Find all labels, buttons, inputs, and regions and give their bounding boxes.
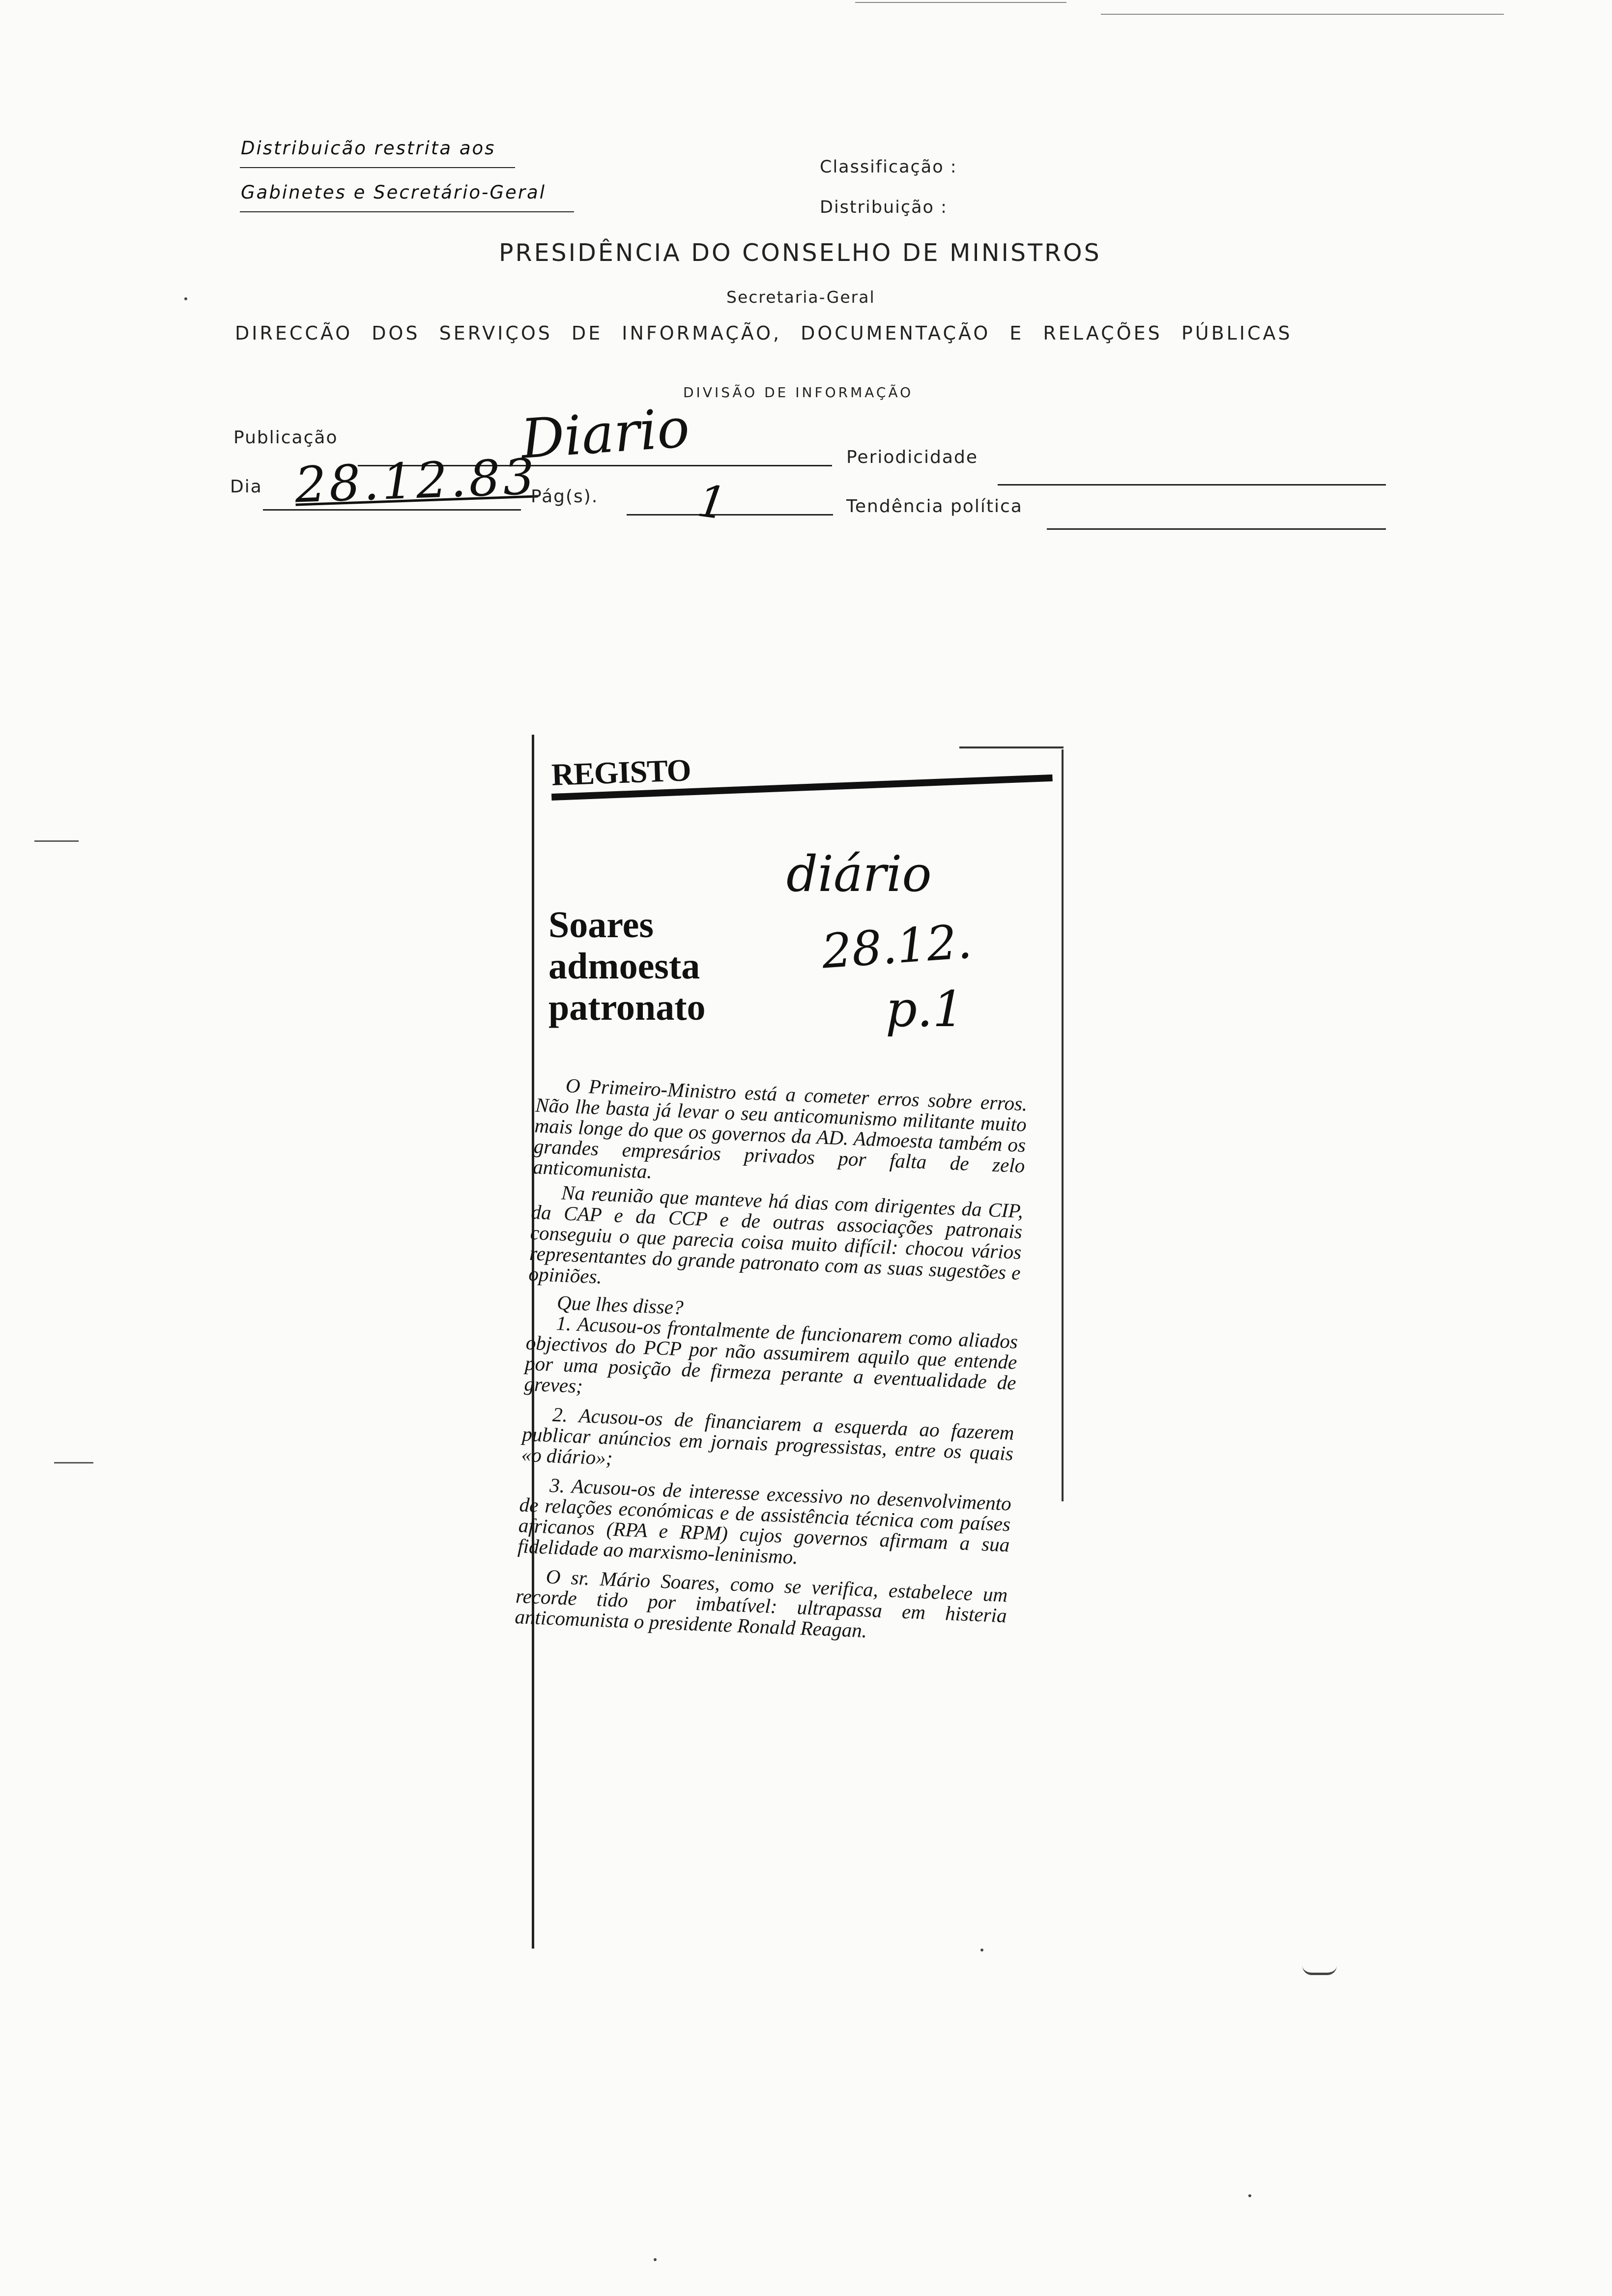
clipping-top-border: [959, 746, 1064, 748]
page-title: PRESIDÊNCIA DO CONSELHO DE MINISTROS: [499, 239, 1101, 267]
distribution-label: Distribuição :: [820, 198, 948, 217]
publication-label: Publicação: [233, 428, 338, 448]
scan-top-line: [855, 2, 1066, 3]
headline-line: Soares: [548, 904, 654, 946]
article-paragraph: 1. Acusou-os frontalmente de funcionarem como aliados objectivos do PCP por não assumirem aquilo que entende por uma posição de firmeza perante a eventualidade de greves;: [523, 1312, 1018, 1398]
scan-speck: [654, 2258, 657, 2261]
handwritten-page: p.1: [886, 980, 964, 1038]
classification-label: Classificação :: [820, 157, 957, 177]
article-paragraph: O sr. Mário Soares, como se verifica, estabelece um recorde tido por imbatível: ultrapassa em histeria anticomunista o presidente Ronald Reagan.: [514, 1565, 1008, 1642]
newspaper-clipping: [514, 735, 1067, 1949]
handwritten-date: 28.12.: [820, 914, 974, 979]
directorate-label: DIRECCÃO DOS SERVIÇOS DE INFORMAÇÃO, DOCUMENTAÇÃO E RELAÇÕES PÚBLICAS: [235, 322, 1293, 344]
restricted-distribution-line2: Gabinetes e Secretário-Geral: [241, 182, 546, 203]
scan-mark: [34, 840, 79, 842]
pages-label: Pág(s).: [531, 487, 599, 507]
periodicity-field-line: [998, 484, 1386, 486]
scan-speck: [980, 1949, 983, 1952]
scan-mark: [1302, 1966, 1337, 1975]
restricted-distribution-line1: Distribuicão restrita aos: [241, 138, 496, 159]
restricted-underline: [240, 211, 574, 212]
scan-speck: [184, 297, 187, 300]
publication-value: Diario: [518, 396, 691, 471]
secretariat-label: Secretaria-Geral: [726, 287, 875, 307]
article-paragraph: 3. Acusou-os de interesse excessivo no desenvolvimento de relações económicas e de assistência técnica com países africanos (RPA e RPM) cujos governos afirmam a sua fidelidade ao marxismo-leninismo.: [517, 1473, 1012, 1569]
day-value: 28.12.83: [294, 448, 539, 514]
article-paragraph: 2. Acusou-os de financiarem a esquerda ao fazerem publicar anúncios em jornais progressistas, entre os quais «o diário»;: [520, 1403, 1015, 1469]
tendency-field-line: [1047, 528, 1386, 530]
scan-top-line: [1101, 14, 1504, 15]
pages-value: 1: [694, 475, 730, 530]
handwritten-source: diário: [786, 845, 932, 903]
article-paragraph: Na reunião que manteve há dias com dirigentes da CIP, da CAP e da CCP e de outras associações patronais conseguiu o que parecia coisa muito difícil: chocou vários representantes do grande patronato com as suas sugestões e opiniões.: [528, 1181, 1024, 1288]
clipping-right-border: [1062, 749, 1064, 1501]
article-paragraph: O Primeiro-Ministro está a cometer erros sobre erros. Não lhe basta já levar o seu anticomunismo militante muito mais longe do que os governos da AD. Admoesta também os grandes empresários privados por falta de zelo anticomunista.: [532, 1074, 1028, 1183]
periodicity-label: Periodicidade: [846, 447, 978, 467]
article-paragraph: Que lhes disse?: [556, 1291, 684, 1319]
pages-field-line: [627, 514, 833, 516]
section-label: REGISTO: [550, 752, 691, 792]
article-body: [515, 1074, 1028, 1646]
day-label: Dia: [230, 477, 262, 497]
division-label: DIVISÃO DE INFORMAÇÃO: [683, 384, 914, 401]
tendency-label: Tendência política: [846, 496, 1023, 517]
scan-speck: [1248, 2194, 1251, 2197]
headline-line: admoesta: [548, 946, 700, 987]
headline: [548, 904, 706, 1028]
restricted-underline: [240, 167, 515, 168]
scan-mark: [54, 1462, 93, 1464]
headline-line: patronato: [548, 987, 706, 1028]
